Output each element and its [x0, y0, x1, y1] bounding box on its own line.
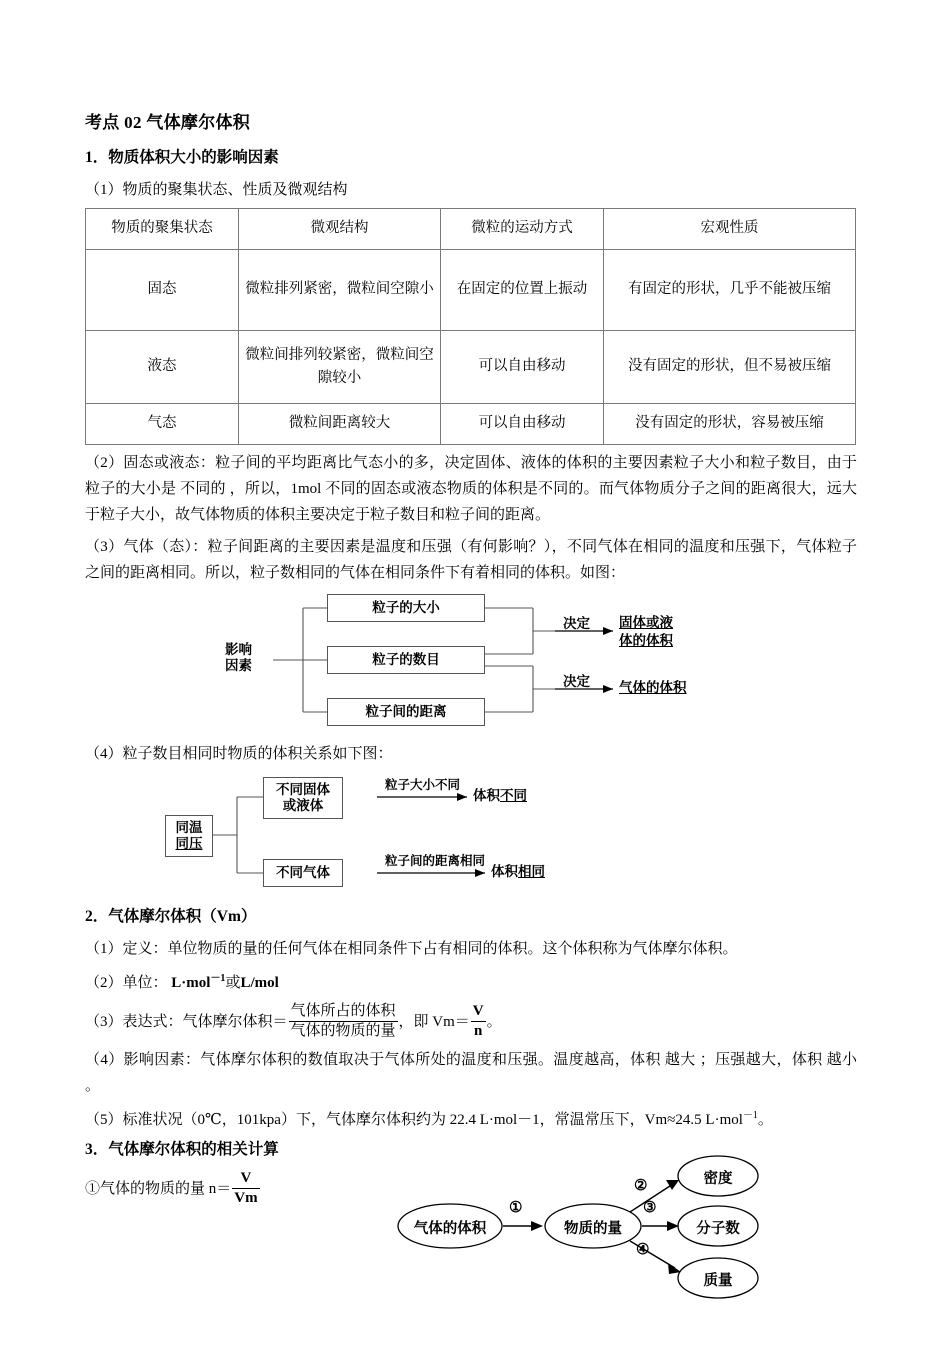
- section-2-item-1: （1）定义：单位物质的量的任何气体在相同条件下占有相同的体积。这个体积称为气体摩尔体积。: [85, 940, 738, 957]
- flowchart-2-edge-label-1: 粒子大小不同: [385, 777, 461, 792]
- fraction-numerator: V: [232, 1170, 259, 1189]
- table-row: [86, 331, 856, 404]
- section-2-item-2: [85, 970, 857, 997]
- table-cell-motion: 在固定的位置上振动: [441, 250, 604, 331]
- result-1-line-2: 体的体积: [619, 632, 673, 648]
- root-line-2: 因素: [225, 658, 252, 674]
- section-1-item-1-label: （1）物质的聚集状态、性质及微观结构: [85, 182, 348, 199]
- result-2-emphasis: 相同: [518, 863, 545, 879]
- table-cell-structure: 微粒间排列较紧密，微粒间空隙较小: [239, 331, 441, 404]
- fraction-numerator: 气体所占的体积: [289, 1003, 398, 1022]
- unit-l-per-mol: L·mol: [171, 974, 211, 991]
- oval-edge-label-1: ①: [509, 1200, 523, 1217]
- item-5-text: （5）标准状况（0℃，101kpa）下，气体摩尔体积约为 22.4 L·mol－1，常温常压下，Vm≈24.5 L·mol: [85, 1111, 743, 1128]
- item-2-prefix: （2）单位：: [85, 974, 168, 991]
- section-1-heading: 1．物质体积大小的影响因素: [85, 149, 279, 167]
- formula-v-over-n: [471, 1003, 486, 1041]
- table-cell-state: 固态: [86, 250, 239, 331]
- fraction-numerator: V: [471, 1003, 486, 1022]
- gas-volume-relations-diagram: [85, 1146, 857, 1316]
- oval-target-density: 密度: [703, 1171, 733, 1188]
- item-5-exponent: －1: [742, 1109, 758, 1121]
- flowchart-1-root-label: [225, 642, 252, 674]
- flowchart-2-box-gas: 不同气体: [263, 859, 343, 887]
- oval-target-mass: 质量: [703, 1273, 733, 1290]
- table-cell-state: 液态: [86, 331, 239, 404]
- page-content: [85, 112, 857, 1316]
- fraction-denominator: n: [474, 1022, 483, 1039]
- root-line-2: 同压: [175, 835, 203, 851]
- table-cell-motion: 可以自由移动: [441, 404, 604, 445]
- table-row: [86, 250, 856, 331]
- section-1-item-2: （2）固态或液态：粒子间的平均距离比气态小的多，决定固体、液体的体积的主要因素粒子大小和粒子数目，由于粒子的大小是 不同的 ，所以，1mol 不同的固态或液态物质的体积是不同的。而气体物质分子之间的距离很大，远大于粒子大小，故气体物质的体积主要决定于粒子数目和粒子间的距离。: [85, 455, 857, 523]
- box-line-2: 或液体: [282, 797, 324, 813]
- table-cell-state: 气态: [86, 404, 239, 445]
- section-2-item-4: （4）影响因素：气体摩尔体积的数值取决于气体所处的温度和压强。温度越高，体积 越大 ；压强越大，体积 越小 。: [85, 1052, 857, 1094]
- result-1-prefix: 体积: [473, 787, 500, 803]
- unit-l-slash-mol: L/mol: [240, 974, 279, 991]
- oval-target-molecule-count: 分子数: [696, 1221, 740, 1238]
- fraction-denominator: 气体的物质的量: [290, 1022, 396, 1039]
- table-cell-structure: 微粒间距离较大: [239, 404, 441, 445]
- same-temp-pressure-flowchart: [85, 775, 857, 891]
- formula-prefix: ①气体的物质的量 n＝: [85, 1180, 232, 1197]
- flowchart-1-arrow-label-2: 决定: [563, 674, 590, 690]
- item-3-prefix: （3）表达式：气体摩尔体积＝: [85, 1013, 288, 1030]
- result-2-prefix: 体积: [491, 863, 518, 879]
- oval-source-label: 气体的体积: [413, 1221, 487, 1238]
- box-line-1: 不同固体: [276, 782, 330, 798]
- flowchart-2-edge-label-2: 粒子间的距离相同: [385, 853, 486, 868]
- section-2-heading: 2．气体摩尔体积（Vm）: [85, 907, 257, 925]
- oval-edge-label-2: ②: [634, 1178, 648, 1195]
- flowchart-1-box-particle-count: 粒子的数目: [327, 646, 485, 674]
- flowchart-1-arrow-label-1: 决定: [563, 616, 590, 632]
- flowchart-1-result-1: [619, 614, 673, 649]
- flowchart-2-root-box: [165, 815, 213, 857]
- section-1-item-3: （3）气体（态）：粒子间距离的主要因素是温度和压强（有何影响？），不同气体在相同的温度和压强下，气体粒子之间的距离相同。所以，粒子数相同的气体在相同条件下有着相同的体积。如图：: [85, 539, 857, 582]
- influence-factors-flowchart: [85, 594, 857, 726]
- result-1-line-1: 固体或液: [619, 615, 673, 631]
- table-cell-structure: 微粒排列紧密，微粒间空隙小: [239, 250, 441, 331]
- table-cell-motion: 可以自由移动: [441, 331, 604, 404]
- aggregation-state-table: [85, 208, 856, 445]
- unit-exponent: －1: [210, 972, 226, 984]
- item-3-end: 。: [486, 1013, 502, 1030]
- oval-edge-label-4: ④: [636, 1242, 650, 1259]
- root-line-1: 同温: [175, 820, 203, 836]
- table-cell-property: 没有固定的形状，但不易被压缩: [604, 331, 856, 404]
- table-cell-property: 没有固定的形状，容易被压缩: [604, 404, 856, 445]
- flowchart-2-result-1: [473, 788, 527, 804]
- table-header-cell: 微粒的运动方式: [441, 209, 604, 250]
- root-line-1: 影响: [225, 642, 252, 658]
- oval-edge-label-3: ③: [643, 1200, 657, 1217]
- formula-vm-fraction: [289, 1003, 398, 1041]
- oval-center-label: 物质的量: [564, 1221, 622, 1238]
- table-header-row: [86, 209, 856, 250]
- flowchart-1-result-2: 气体的体积: [619, 680, 687, 696]
- item-3-middle: ，即 Vm＝: [398, 1013, 470, 1030]
- page-title: 考点 02 气体摩尔体积: [85, 113, 251, 132]
- section-1-item-4: （4）粒子数目相同时物质的体积关系如下图：: [85, 746, 393, 763]
- table-header-cell: 物质的聚集状态: [86, 209, 239, 250]
- flowchart-2-box-solid-liquid: [263, 777, 343, 819]
- flowchart-2-result-2: [491, 864, 545, 880]
- table-header-cell: 微观结构: [239, 209, 441, 250]
- fraction-denominator: Vm: [234, 1189, 258, 1206]
- flowchart-1-box-particle-distance: 粒子间的距离: [327, 698, 485, 726]
- table-row: [86, 404, 856, 445]
- flowchart-1-box-particle-size: 粒子的大小: [327, 594, 485, 622]
- item-5-end: 。: [757, 1111, 773, 1128]
- item-2-conjunction: 或: [225, 974, 241, 991]
- table-cell-property: 有固定的形状，几乎不能被压缩: [604, 250, 856, 331]
- section-3-heading: 3．气体摩尔体积的相关计算: [85, 1141, 279, 1159]
- table-header-cell: 宏观性质: [604, 209, 856, 250]
- section-2-item-3: [85, 1004, 857, 1042]
- section-2-item-5: [85, 1107, 857, 1134]
- result-1-emphasis: 不同: [500, 787, 527, 803]
